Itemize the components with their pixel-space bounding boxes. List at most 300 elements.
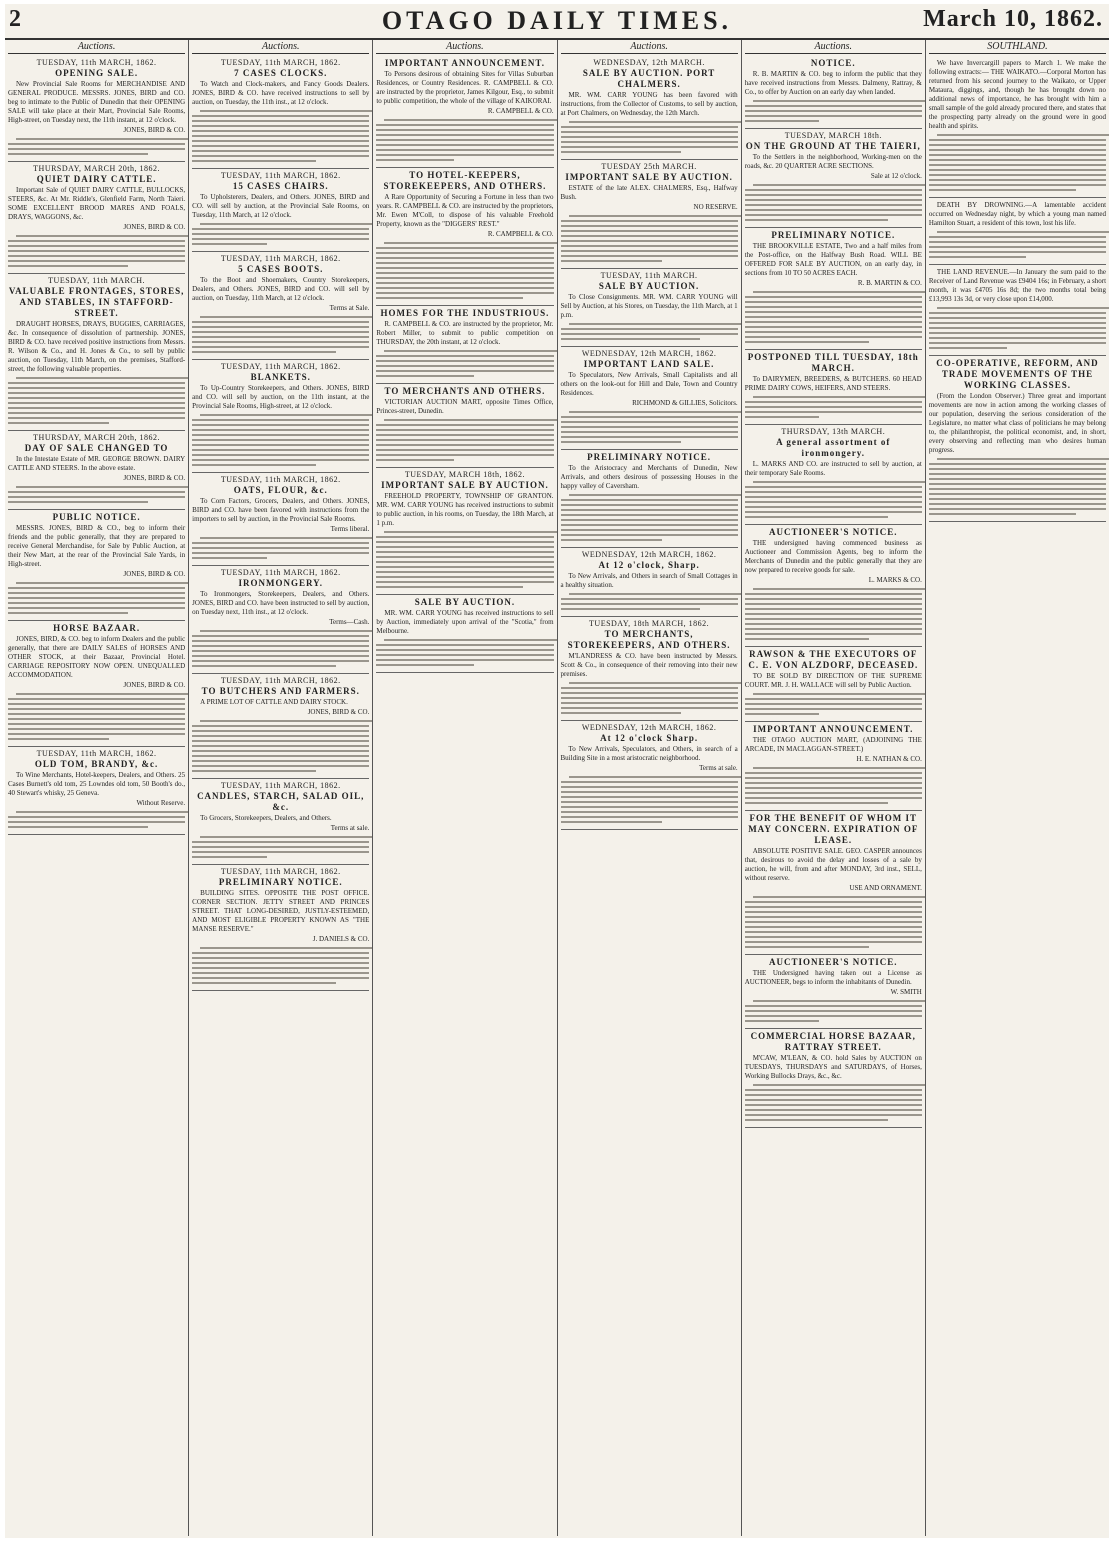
filler-line xyxy=(745,628,922,630)
filler-line xyxy=(561,436,738,438)
advertisement xyxy=(376,168,553,306)
filler-line xyxy=(192,665,336,667)
ad-filler-lines xyxy=(192,110,369,162)
advertisement xyxy=(561,548,738,617)
filler-line xyxy=(745,802,889,804)
ad-body: New Provincial Sale Rooms for MERCHANDISE AND GENERAL PRODUCE. MESSRS. JONES, BIRD and CO. beg to intimate to the Public of Dunedin that their OPENING SALE will take place at their Mart, Provincial Sale Rooms, High-street, on Tuesday next, the 11th instant, at 12 o'clock. xyxy=(8,80,186,124)
filler-line xyxy=(192,957,369,959)
filler-line xyxy=(745,598,922,600)
filler-line xyxy=(192,740,369,742)
ad-date: WEDNESDAY, 12th MARCH, 1862. xyxy=(581,723,717,732)
filler-line xyxy=(745,516,889,518)
ad-body: R. B. MARTIN & CO. beg to inform the public that they have received instructions from Messrs. Dalmeny, Rattray, & Co., to offer by Auction on an early day when landed. xyxy=(744,70,922,96)
filler-line xyxy=(200,836,373,838)
advertisement xyxy=(561,450,738,548)
ad-filler-lines xyxy=(8,811,185,828)
ad-title: IMPORTANT SALE BY AUCTION. xyxy=(381,480,549,490)
ad-title: AUCTIONEER'S NOTICE. xyxy=(769,957,898,967)
ad-body: DEATH BY DROWNING.—A lamentable accident occurred on Wednesday night, by which a young man named Hamilton Stuart, a resident of this town, lost his life. xyxy=(928,201,1107,227)
ad-signature: JONES, BIRD & CO. xyxy=(123,126,186,134)
filler-line xyxy=(192,856,266,858)
filler-line xyxy=(561,534,738,536)
filler-line xyxy=(929,488,1106,490)
ad-body: To Watch and Clock-makers, and Fancy Goods Dealers. JONES, BIRD & CO. have received instructions to sell by auction, on Tuesday, the 11th inst., at 12 o'clock. xyxy=(192,80,370,106)
advertisement xyxy=(745,722,922,811)
ad-signature: Terms at Sale. xyxy=(329,304,370,312)
column-heading: SOUTHLAND. xyxy=(929,41,1106,54)
filler-line xyxy=(561,151,681,153)
filler-line xyxy=(745,1099,922,1101)
ad-body: In the Intestate Estate of MR. GEORGE BROWN. DAIRY CATTLE AND STEERS. In the above estate. xyxy=(8,455,186,472)
filler-line xyxy=(745,496,922,498)
filler-line xyxy=(929,144,1106,146)
filler-line xyxy=(753,693,926,695)
filler-line xyxy=(8,250,185,252)
advertisement xyxy=(8,56,185,162)
filler-line xyxy=(376,649,553,651)
filler-line xyxy=(200,110,373,112)
filler-line xyxy=(745,306,922,308)
filler-line xyxy=(376,272,553,274)
ad-date: TUESDAY, 11th MARCH, 1862. xyxy=(220,254,341,263)
filler-line xyxy=(929,337,1106,339)
ad-signature: L. MARKS & CO. xyxy=(868,576,922,584)
filler-line xyxy=(192,419,369,421)
filler-line xyxy=(561,416,738,418)
filler-line xyxy=(376,581,553,583)
ad-date: TUESDAY, 11th MARCH, 1862. xyxy=(220,58,341,67)
filler-line xyxy=(745,1104,922,1106)
advertisement xyxy=(561,56,738,160)
filler-line xyxy=(745,105,922,107)
ad-body: To the Aristocracy and Merchants of Dunedin, New Arrivals, and others desirous of possessing Houses in the happy valley of Caversham. xyxy=(560,464,738,490)
ad-body: To DAIRYMEN, BREEDERS, & BUTCHERS. 60 HEAD PRIME DAIRY COWS, HEIFERS, AND STEERS. xyxy=(744,375,922,392)
filler-line xyxy=(192,967,369,969)
ad-signature: RICHMOND & GILLIES, Solicitors. xyxy=(632,399,738,407)
filler-line xyxy=(192,725,369,727)
advertisement xyxy=(561,721,738,830)
ad-signature: Sale at 12 o'clock. xyxy=(870,172,922,180)
ad-filler-lines xyxy=(561,776,738,823)
ad-date: TUESDAY, MARCH 18th, 1862. xyxy=(404,470,525,479)
filler-line xyxy=(192,336,369,338)
filler-line xyxy=(376,576,553,578)
filler-line xyxy=(753,896,926,898)
filler-line xyxy=(192,115,369,117)
filler-line xyxy=(8,402,185,404)
ad-title: VALUABLE FRONTAGES, STORES, AND STABLES, IN STAFFORD-STREET. xyxy=(8,286,185,318)
ad-filler-lines xyxy=(929,307,1106,349)
filler-line xyxy=(745,797,922,799)
filler-line xyxy=(8,240,185,242)
ad-body: JONES, BIRD, & CO. beg to inform Dealers and the public generally, that there are DAILY SALES of HORSES AND OTHER STOCK, at their Bazaar, Provincial Hotel. CARRIAGE REPOSITORY NOW OPEN. UNEQUALLED ACCOMMODATION. xyxy=(8,635,186,679)
filler-line xyxy=(745,336,922,338)
filler-line xyxy=(192,770,316,772)
ad-title: SALE BY AUCTION. xyxy=(414,597,516,607)
filler-line xyxy=(376,546,553,548)
filler-line xyxy=(376,360,553,362)
filler-line xyxy=(8,602,185,604)
advertisement xyxy=(929,56,1106,198)
filler-line xyxy=(561,801,738,803)
filler-line xyxy=(929,154,1106,156)
filler-line xyxy=(192,135,369,137)
filler-line xyxy=(929,174,1106,176)
filler-line xyxy=(561,712,681,714)
filler-line xyxy=(561,816,738,818)
filler-line xyxy=(192,745,369,747)
filler-line xyxy=(8,703,185,705)
filler-line xyxy=(200,414,373,416)
filler-line xyxy=(8,587,185,589)
filler-line xyxy=(745,506,922,508)
ad-filler-lines xyxy=(561,682,738,714)
column-1 xyxy=(5,40,189,1536)
ad-signature: J. DANIELS & CO. xyxy=(312,935,370,943)
filler-line xyxy=(192,434,369,436)
filler-line xyxy=(376,267,553,269)
filler-line xyxy=(192,982,336,984)
advertisement xyxy=(192,473,369,566)
filler-line xyxy=(561,786,738,788)
advertisement xyxy=(376,306,553,384)
ad-signature: Without Reserve. xyxy=(136,799,186,807)
filler-line xyxy=(376,566,553,568)
advertisement xyxy=(745,955,922,1029)
filler-line xyxy=(16,693,189,695)
advertisement xyxy=(929,265,1106,356)
filler-line xyxy=(192,977,369,979)
filler-line xyxy=(8,698,185,700)
ad-filler-lines xyxy=(192,414,369,466)
ad-body: THE Undersigned having taken out a License as AUCTIONEER, begs to inform the inhabitants of Dunedin. xyxy=(744,969,922,986)
filler-line xyxy=(745,341,869,343)
filler-line xyxy=(376,297,523,299)
filler-line xyxy=(192,972,369,974)
ad-date: TUESDAY, 11th MARCH, 1862. xyxy=(220,362,341,371)
filler-line xyxy=(192,464,316,466)
ad-signature: JONES, BIRD & CO. xyxy=(123,681,186,689)
filler-line xyxy=(192,557,266,559)
filler-line xyxy=(745,1020,819,1022)
filler-line xyxy=(929,159,1106,161)
filler-line xyxy=(561,141,738,143)
filler-line xyxy=(745,1005,922,1007)
filler-line xyxy=(376,154,553,156)
ad-filler-lines xyxy=(192,720,369,772)
ad-filler-lines xyxy=(745,896,922,948)
advertisement xyxy=(745,228,922,350)
filler-line xyxy=(192,750,369,752)
filler-line xyxy=(561,426,738,428)
advertisement xyxy=(8,747,185,835)
filler-line xyxy=(753,100,926,102)
filler-line xyxy=(376,124,553,126)
advertisement xyxy=(745,425,922,525)
filler-line xyxy=(929,327,1106,329)
ad-title: At 12 o'clock, Sharp. xyxy=(598,560,700,570)
ad-filler-lines xyxy=(745,396,922,418)
filler-line xyxy=(376,129,553,131)
filler-line xyxy=(8,417,185,419)
column-heading: Auctions. xyxy=(376,41,553,54)
ad-title: TO MERCHANTS AND OTHERS. xyxy=(384,386,546,396)
filler-line xyxy=(200,316,373,318)
ad-body: MR. WM. CARR YOUNG has received instructions to sell by Auction, immediately upon arrival of the "Scotia," from Melbourne. xyxy=(376,609,554,635)
filler-line xyxy=(561,539,662,541)
filler-line xyxy=(192,635,369,637)
ad-body: To Up-Country Storekeepers, and Others. JONES, BIRD and CO. will sell by auction, on the 11th instant, at the Provincial Sale Rooms, High-street, at 12 o'clock. xyxy=(192,384,370,410)
filler-line xyxy=(192,841,369,843)
filler-line xyxy=(192,449,369,451)
advertisement xyxy=(745,129,922,228)
ad-title: At 12 o'clock Sharp. xyxy=(600,733,699,743)
filler-line xyxy=(192,140,369,142)
ad-date: WEDNESDAY, 12th MARCH. xyxy=(593,58,705,67)
filler-line xyxy=(561,441,681,443)
filler-line xyxy=(745,901,922,903)
filler-line xyxy=(745,189,922,191)
filler-line xyxy=(561,504,738,506)
ad-date: TUESDAY, 18th MARCH, 1862. xyxy=(589,619,710,628)
filler-line xyxy=(745,931,922,933)
filler-line xyxy=(745,787,922,789)
ad-body: BUILDING SITES. OPPOSITE THE POST OFFICE. CORNER SECTION. JETTY STREET AND PRINCES STREET. THAT LONG-DESIRED, JUSTLY-ESTEEMED, AND MOST ELIGIBLE PROPERTY KNOWN AS "THE MANSE RESERVE." xyxy=(192,889,370,933)
filler-line xyxy=(376,571,553,573)
filler-line xyxy=(192,542,369,544)
filler-line xyxy=(745,593,922,595)
ad-title: IMPORTANT ANNOUNCEMENT. xyxy=(753,724,914,734)
filler-line xyxy=(745,1089,922,1091)
filler-line xyxy=(745,511,922,513)
filler-line xyxy=(192,444,369,446)
filler-line xyxy=(753,588,926,590)
filler-line xyxy=(376,551,553,553)
filler-line xyxy=(561,328,738,330)
ad-body: L. MARKS AND CO. are instructed to sell by auction, at their temporary Sale Rooms. xyxy=(744,460,922,477)
filler-line xyxy=(376,664,473,666)
filler-line xyxy=(929,256,1026,258)
ad-filler-lines xyxy=(745,767,922,804)
filler-line xyxy=(745,1109,922,1111)
advertisement xyxy=(8,510,185,621)
filler-line xyxy=(192,429,369,431)
filler-line xyxy=(200,947,373,949)
filler-line xyxy=(8,592,185,594)
ad-body: THE OTAGO AUCTION MART, (ADJOINING THE ARCADE, IN MACLAGGAN-STREET.) xyxy=(744,736,922,753)
advertisement xyxy=(192,566,369,674)
filler-line xyxy=(561,333,738,335)
filler-line xyxy=(753,184,926,186)
filler-line xyxy=(745,916,922,918)
advertisement xyxy=(192,169,369,252)
filler-line xyxy=(192,326,369,328)
column-heading: Auctions. xyxy=(192,41,369,54)
filler-line xyxy=(753,767,926,769)
ad-signature: R. CAMPBELL & CO. xyxy=(487,107,554,115)
filler-line xyxy=(745,120,819,122)
filler-line xyxy=(8,260,185,262)
filler-line xyxy=(192,238,369,240)
filler-line xyxy=(929,483,1106,485)
filler-line xyxy=(8,143,185,145)
filler-line xyxy=(376,262,553,264)
filler-line xyxy=(937,134,1109,136)
filler-line xyxy=(561,240,738,242)
ad-body: THE BROOKVILLE ESTATE, Two and a half miles from the Post-office, on the Halfway Bush Road. WILL BE OFFERED FOR SALE BY AUCTION, on an early day, in sections from 10 TO 50 ACRES EACH. xyxy=(744,242,922,277)
filler-line xyxy=(929,503,1106,505)
ad-body: To the Settlers in the neighborhood, Working-men on the roads, &c. 20 QUARTER ACRE SECTIONS. xyxy=(744,153,922,170)
ad-filler-lines xyxy=(745,100,922,122)
filler-line xyxy=(929,251,1106,253)
filler-line xyxy=(569,593,742,595)
filler-line xyxy=(929,493,1106,495)
filler-line xyxy=(192,341,369,343)
ad-body: To Wine Merchants, Hotel-keepers, Dealers, and Others. 25 Cases Burnett's old tom, 25 Lowndes old tom, 50 Booth's do., 40 Stewart's whisky, 25 Geneva. xyxy=(8,771,186,797)
advertisement xyxy=(929,198,1106,265)
ad-date: TUESDAY, 11th MARCH, 1862. xyxy=(36,749,157,758)
filler-line xyxy=(561,230,738,232)
ad-title: TO BUTCHERS AND FARMERS. xyxy=(201,686,360,696)
ad-title: 7 CASES CLOCKS. xyxy=(234,68,328,78)
ad-body: THE undersigned having commenced business as Auctioneer and Commission Agents, beg to inform the Merchants of Dunedin and the public generally that they are now prepared to receive goods for sale. xyxy=(744,539,922,574)
ad-body: To Upholsterers, Dealers, and Others. JONES, BIRD and CO. will sell by auction, at the Provincial Sale Rooms, on Tuesday, 11th March, at 12 o'clock. xyxy=(192,193,370,219)
filler-line xyxy=(929,478,1106,480)
ad-title: CO-OPERATIVE, REFORM, AND TRADE MOVEMENTS OF THE WORKING CLASSES. xyxy=(936,358,1099,390)
advertisement xyxy=(376,468,553,595)
ad-filler-lines xyxy=(192,947,369,984)
filler-line xyxy=(753,1000,926,1002)
filler-line xyxy=(745,782,922,784)
ad-title: PRELIMINARY NOTICE. xyxy=(587,452,712,462)
filler-line xyxy=(192,130,369,132)
filler-line xyxy=(745,633,922,635)
filler-line xyxy=(745,326,922,328)
filler-line xyxy=(561,821,662,823)
filler-line xyxy=(561,811,738,813)
ad-body: ESTATE of the late ALEX. CHALMERS, Esq., Halfway Bush. xyxy=(560,184,738,201)
filler-line xyxy=(384,119,557,121)
filler-line xyxy=(192,459,369,461)
newspaper-page xyxy=(5,4,1109,1538)
filler-line xyxy=(8,597,185,599)
advertisement xyxy=(745,56,922,129)
ad-filler-lines xyxy=(192,537,369,559)
advertisement xyxy=(8,621,185,747)
filler-line xyxy=(929,139,1106,141)
ad-signature: Terms liberal. xyxy=(330,525,370,533)
ad-filler-lines xyxy=(561,494,738,541)
ad-filler-lines xyxy=(929,134,1106,191)
ad-body: To Speculators, New Arrivals, Small Capitalists and all others on the look-out for Hill and Dale, Town and Country Residences. xyxy=(560,371,738,397)
filler-line xyxy=(561,499,738,501)
ad-filler-lines xyxy=(192,630,369,667)
advertisement xyxy=(745,525,922,647)
filler-line xyxy=(753,1084,926,1086)
filler-line xyxy=(561,260,662,262)
filler-line xyxy=(561,791,738,793)
filler-line xyxy=(192,765,369,767)
filler-line xyxy=(561,519,738,521)
filler-line xyxy=(561,608,701,610)
ad-body: To the Boot and Shoemakers, Country Storekeepers, Dealers, and Others. JONES, BIRD and CO. will sell by auction, on Tuesday, 11th March, at 12 o'clock. xyxy=(192,276,370,302)
filler-line xyxy=(569,776,742,778)
filler-line xyxy=(376,134,553,136)
filler-line xyxy=(192,650,369,652)
ad-signature: H. E. NATHAN & CO. xyxy=(856,755,922,763)
ad-title: IMPORTANT LAND SALE. xyxy=(583,359,715,369)
filler-line xyxy=(745,199,922,201)
ad-signature: Terms—Cash. xyxy=(329,618,370,626)
filler-line xyxy=(376,144,553,146)
filler-line xyxy=(8,392,185,394)
ad-filler-lines xyxy=(929,231,1106,258)
column-heading: Auctions. xyxy=(8,41,185,54)
filler-line xyxy=(376,375,473,377)
filler-line xyxy=(192,424,369,426)
filler-line xyxy=(16,582,189,584)
filler-line xyxy=(561,603,738,605)
filler-line xyxy=(376,536,553,538)
filler-line xyxy=(192,640,369,642)
filler-line xyxy=(376,459,454,461)
filler-line xyxy=(8,816,185,818)
filler-line xyxy=(745,321,922,323)
masthead xyxy=(5,4,1109,40)
ad-title: 5 CASES BOOTS. xyxy=(238,264,324,274)
ad-filler-lines xyxy=(745,291,922,343)
filler-line xyxy=(8,733,185,735)
advertisement xyxy=(8,431,185,510)
ad-signature: JONES, BIRD & CO. xyxy=(123,474,186,482)
filler-line xyxy=(929,508,1106,510)
filler-line xyxy=(561,702,738,704)
filler-line xyxy=(384,639,557,641)
filler-line xyxy=(376,370,553,372)
ad-body: DRAUGHT HORSES, DRAYS, BUGGIES, CARRIAGES, &c. In consequence of dissolution of partnership. JONES, BIRD & CO. have received positive instructions from Messrs. R. Wilson & Co., and H. Jones & Co., to sell by public auction, on Tuesday, 11th March, on the premises, Stafford-street, the following valuable properties. xyxy=(8,320,186,373)
filler-line xyxy=(16,235,189,237)
ad-filler-lines xyxy=(192,836,369,858)
filler-line xyxy=(192,125,369,127)
ad-filler-lines xyxy=(745,693,922,715)
filler-line xyxy=(192,321,369,323)
advertisement xyxy=(561,269,738,347)
filler-line xyxy=(8,245,185,247)
ad-title: POSTPONED TILL TUESDAY, 18th MARCH. xyxy=(747,352,919,373)
filler-line xyxy=(929,468,1106,470)
filler-line xyxy=(561,250,738,252)
filler-line xyxy=(192,346,369,348)
filler-line xyxy=(8,387,185,389)
filler-line xyxy=(376,282,553,284)
filler-line xyxy=(561,131,738,133)
ad-title: BLANKETS. xyxy=(250,372,311,382)
ad-filler-lines xyxy=(376,242,553,299)
filler-line xyxy=(561,421,738,423)
filler-line xyxy=(569,682,742,684)
ad-title: HOMES FOR THE INDUSTRIOUS. xyxy=(380,308,550,318)
filler-line xyxy=(376,139,553,141)
filler-line xyxy=(745,946,869,948)
filler-line xyxy=(745,486,922,488)
ad-body: To Corn Factors, Grocers, Dealers, and Others. JONES, BIRD and CO. have been favored with instructions from the importers to sell by auction, in the Provincial Sale Rooms. xyxy=(192,497,370,523)
advertisement xyxy=(745,1029,922,1128)
filler-line xyxy=(929,473,1106,475)
filler-line xyxy=(376,434,553,436)
advertisement xyxy=(745,350,922,425)
filler-line xyxy=(376,277,553,279)
ad-signature: NO RESERVE. xyxy=(693,203,738,211)
